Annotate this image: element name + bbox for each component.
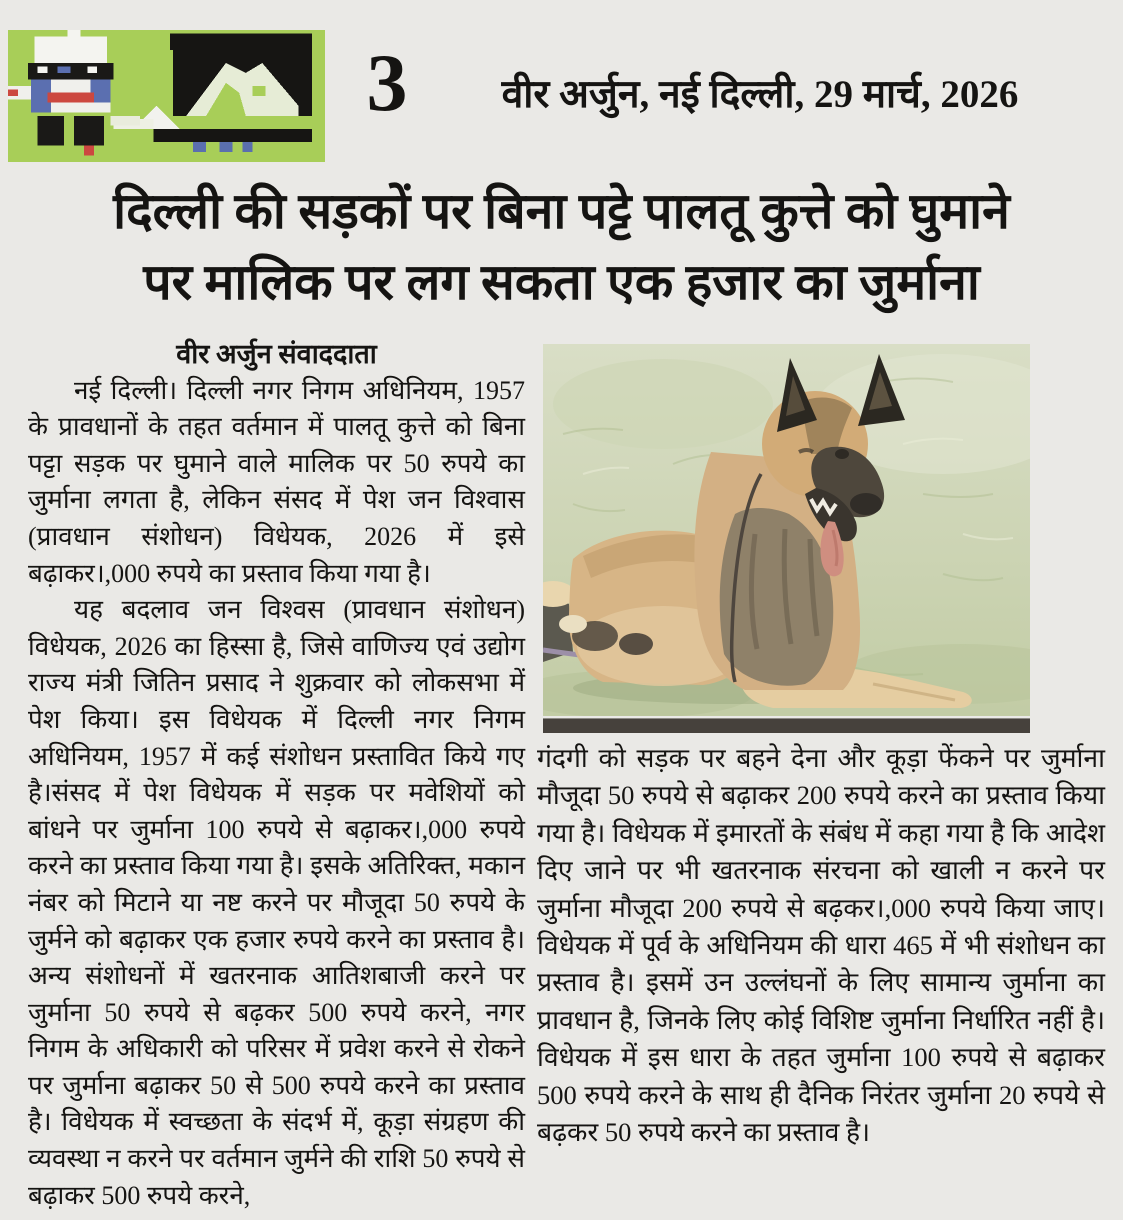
article-headline [20,176,1103,318]
masthead-pixel-logo [8,30,325,162]
byline: वीर अर्जुन संवाददाता [176,339,377,369]
article-paragraph-2: यह बदलाव जन विश्वस (प्रावधान संशोधन) विधेयक, 2026 का हिस्सा है, जिसे वाणिज्य एवं उद्योग राज्य मंत्री जितिन प्रसाद ने शुक्रवार को लोकसभा में पेश किया। इस विधेयक में दिल्ली नगर निगम अधिनियम, 1957 में कई संशोधन प्रस्तावित किये गए है।संसद में पेश विधेयक में सड़क पर मवेशियों को बांधने पर जुर्माना 100 रुपये से बढ़ाकर।,000 रुपये करने का प्रस्ताव किया गया है। इसके अतिरिक्त, मकान नंबर को मिटाने या नष्ट करने पर मौजूदा 50 रुपये के जुर्मने को बढ़ाकर एक हजार रुपये करने का प्रस्ताव है। अन्य संशोधनों में खतरनाक आतिशबाजी करने पर जुर्माना 50 रुपये से बढ़कर 500 रुपये करने, नगर निगम के अधिकारी को परिसर में प्रवेश करने से रोकने पर जुर्माना बढ़ाकर 50 से 500 रुपये करने का प्रस्ताव है। विधेयक में स्वच्छता के संदर्भ में, कूड़ा संग्रहण की व्यवस्था न करने पर वर्तमान जुर्मने की राशि 50 रुपये से बढ़ाकर 500 रुपये करने, [28,595,525,1210]
masthead-title: वीर अर्जुन, नई दिल्ली, 29 मार्च, 2026 [501,73,1019,116]
article-left-column [28,336,525,1214]
page-number: 3 [366,37,408,128]
headline-line-1: दिल्ली की सड़कों पर बिना पट्टे पालतू कुत्ते को घुमाने [113,183,1010,239]
headline-line-2: पर मालिक पर लग सकता एक हजार का जुर्माना [143,254,980,310]
article-paragraph-1: नई दिल्ली। दिल्ली नगर निगम अधिनियम, 1957 के प्रावधानों के तहत वर्तमान में पालतू कुत्ते को बिना पट्टा सड़क पर घुमाने वाले मालिक पर 50 रुपये का जुर्माना लगता है, लेकिन संसद में पेश जन विश्वास (प्रावधान संशोधन) विधेयक, 2026 में इसे बढ़ाकर।,000 रुपये का प्रस्ताव किया गया है। [28,375,525,588]
photo-bottom-bar [543,718,1030,733]
article-photo [543,344,1030,733]
dog-on-grass-photo [543,344,1030,716]
pixel-art-graphic-icon [8,30,325,162]
article-right-column [537,740,1105,1151]
article-paragraph-3: गंदगी को सड़क पर बहने देना और कूड़ा फेंकने पर जुर्माना मौजूदा 50 रुपये से बढ़ाकर 200 रुपये करने का प्रस्ताव किया गया है। विधेयक में इमारतों के संबंध में कहा गया है कि आदेश दिए जाने पर भी खतरनाक संरचना को खाली न करने पर जुर्माना मौजूदा 200 रुपये से बढ़कर।,000 रुपये किया जाए। विधेयक में पूर्व के अधिनियम की धारा 465 में भी संशोधन का प्रस्ताव है। इसमें उन उल्लंघनों के लिए सामान्य जुर्माना का प्रावधान है, जिनके लिए कोई विशिष्ट जुर्माना निर्धारित नहीं है। विधेयक में इस धारा के तहत जुर्माना 100 रुपये से बढ़ाकर 500 रुपये करने के साथ ही दैनिक निरंतर जुर्माना 20 रुपये से बढ़कर 50 रुपये करने का प्रस्ताव है। [537,743,1105,1148]
